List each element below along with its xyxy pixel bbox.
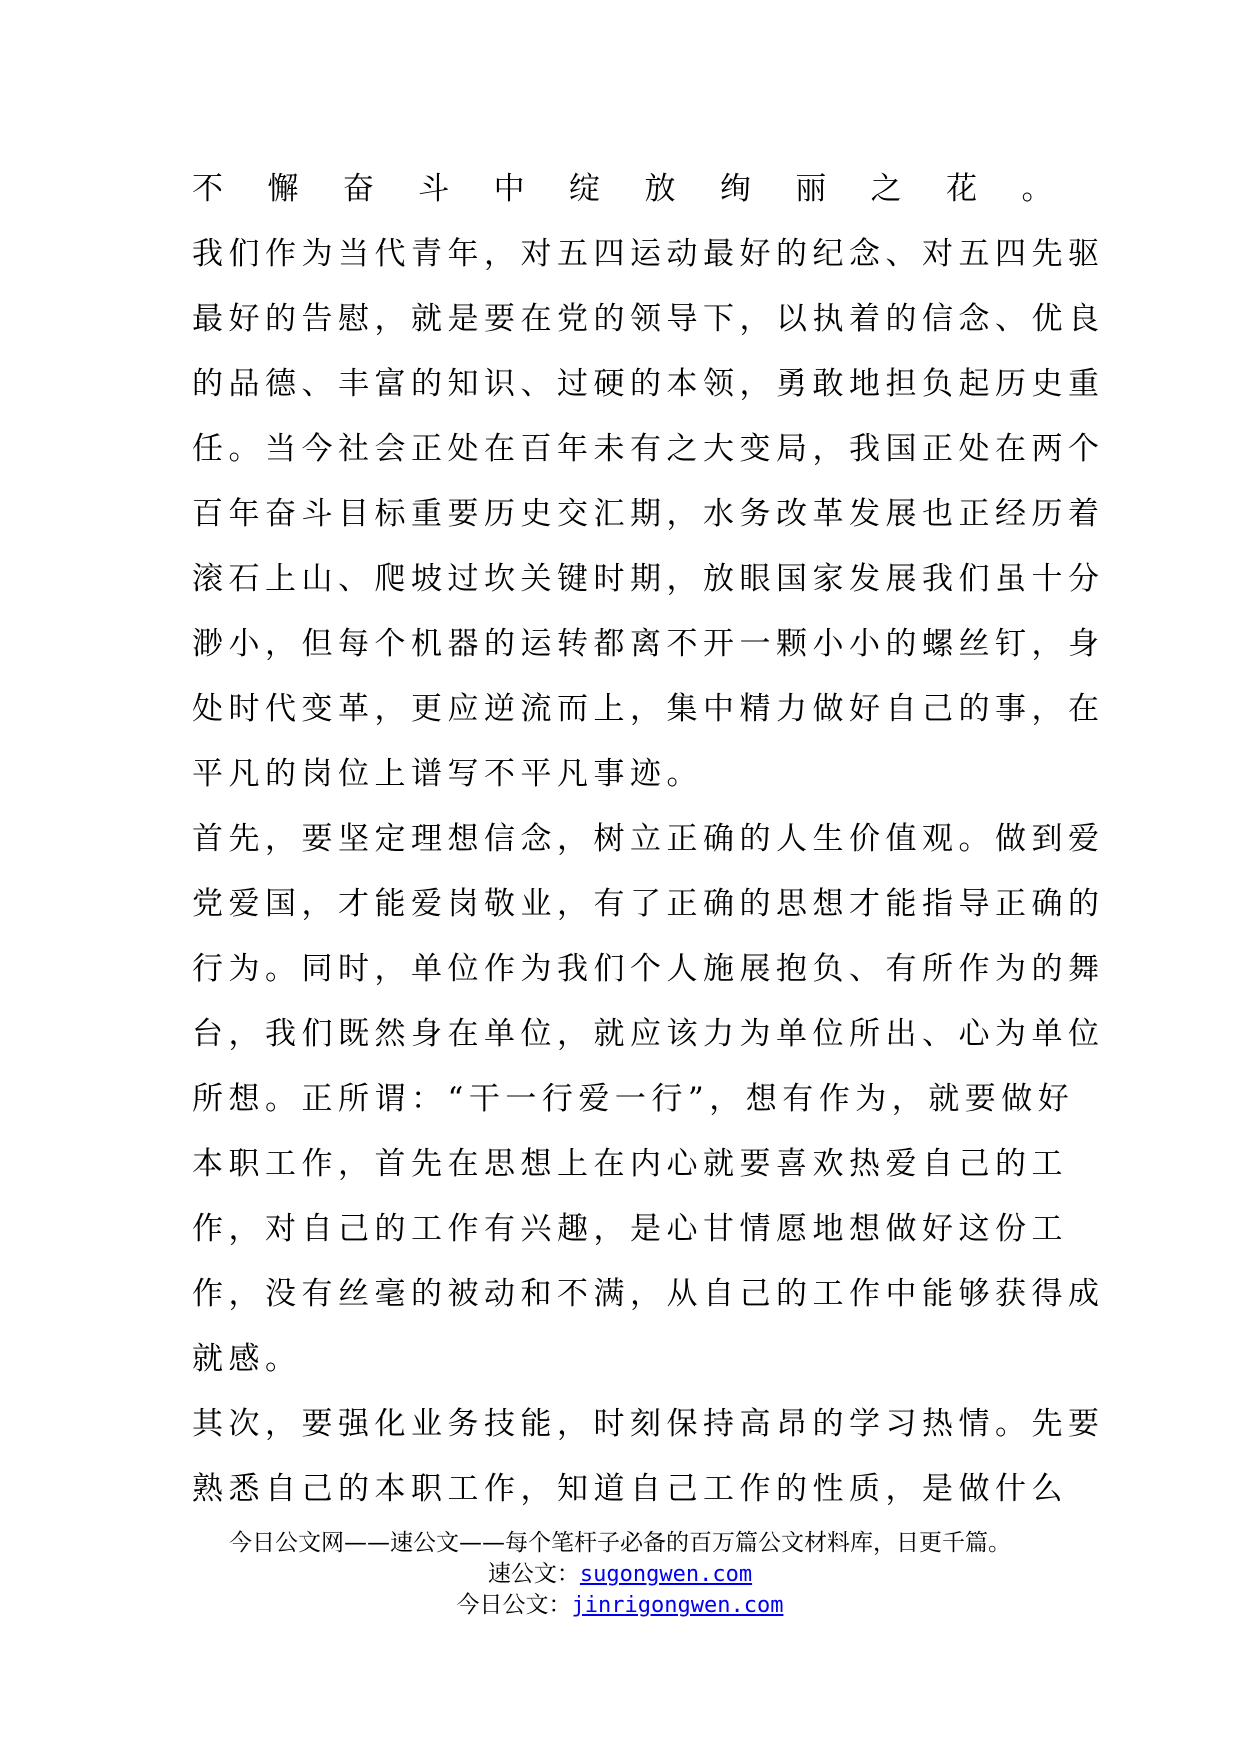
text-line: 作，没有丝毫的被动和不满，从自己的工作中能够获得成 — [192, 1276, 1105, 1312]
text-line: 熟悉自己的本职工作，知道自己工作的性质，是做什么 — [192, 1471, 1068, 1507]
page-footer — [0, 1528, 1240, 1621]
text-line: 处时代变革，更应逆流而上，集中精力做好自己的事，在 — [192, 691, 1105, 727]
footer-label-2: 今日公文： — [456, 1592, 572, 1618]
text-line: 任。当今社会正处在百年未有之大变局，我国正处在两个 — [192, 431, 1105, 467]
text-line: 党爱国，才能爱岗敬业，有了正确的思想才能指导正确的 — [192, 886, 1105, 922]
footer-tagline: 今日公文网——速公文——每个笔杆子必备的百万篇公文材料库，日更千篇。 — [229, 1530, 1011, 1556]
text-line: 其次，要强化业务技能，时刻保持高昂的学习热情。先要 — [192, 1406, 1105, 1442]
text-line: 不懈奋斗中绽放绚丽之花。 — [192, 171, 1058, 207]
text-line: 渺小，但每个机器的运转都离不开一颗小小的螺丝钉，身 — [192, 626, 1105, 662]
text-line: 行为。同时，单位作为我们个人施展抱负、有所作为的舞 — [192, 951, 1105, 987]
text-line: 所想。正所谓：“干一行爱一行”，想有作为，就要做好 — [192, 1081, 1075, 1117]
text-line: 滚石上山、爬坡过坎关键时期，放眼国家发展我们虽十分 — [192, 561, 1105, 597]
text-line: 我们作为当代青年，对五四运动最好的纪念、对五四先驱 — [192, 236, 1105, 272]
text-line: 作，对自己的工作有兴趣，是心甘情愿地想做好这份工 — [192, 1211, 1068, 1247]
text-line: 就感。 — [192, 1341, 302, 1377]
text-line: 的品德、丰富的知识、过硬的本领，勇敢地担负起历史重 — [192, 366, 1105, 402]
text-line: 百年奋斗目标重要历史交汇期，水务改革发展也正经历着 — [192, 496, 1105, 532]
text-line: 首先，要坚定理想信念，树立正确的人生价值观。做到爱 — [192, 821, 1105, 857]
footer-link-row-2 — [0, 1590, 1240, 1621]
jinrigongwen-link[interactable]: jinrigongwen.com — [571, 1593, 784, 1618]
text-line: 平凡的岗位上谱写不平凡事迹。 — [192, 756, 703, 792]
footer-label-1: 速公文： — [487, 1561, 580, 1587]
text-line: 台，我们既然身在单位，就应该力为单位所出、心为单位 — [192, 1016, 1105, 1052]
sugongwen-link[interactable]: sugongwen.com — [579, 1562, 753, 1587]
footer-link-row-1 — [0, 1559, 1240, 1590]
text-line: 本职工作，首先在思想上在内心就要喜欢热爱自己的工 — [192, 1146, 1068, 1182]
text-line: 最好的告慰，就是要在党的领导下，以执着的信念、优良 — [192, 301, 1105, 337]
document-body — [192, 157, 1105, 1522]
